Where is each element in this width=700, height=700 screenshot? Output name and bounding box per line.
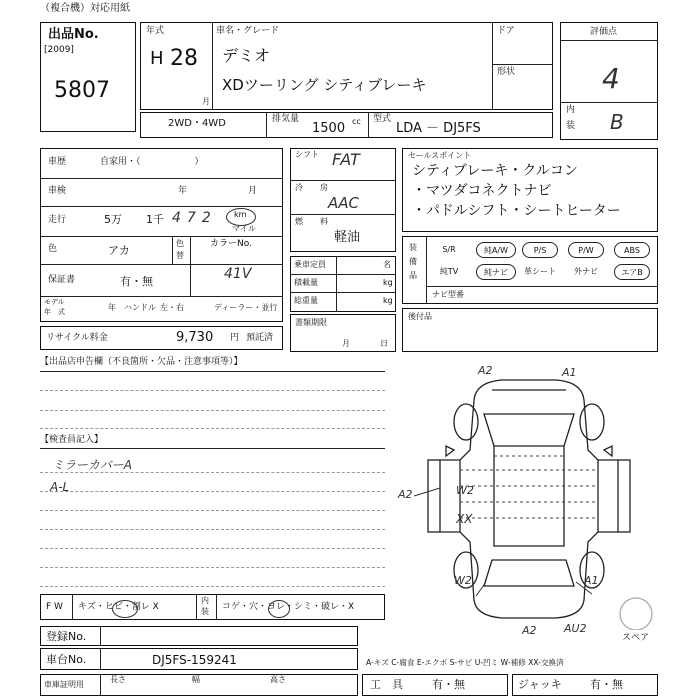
equip-item: 革シート — [524, 267, 556, 276]
docs-day: 日 — [380, 339, 388, 348]
score-value: 4 — [602, 62, 620, 95]
cert-length: 長さ — [110, 675, 126, 684]
recycle-label: リサイクル料金 — [46, 333, 108, 343]
interior-value: B — [610, 110, 624, 134]
inspection-year: 年 — [178, 186, 188, 196]
mark-a1-right: A1 — [584, 574, 599, 587]
interior-circle — [268, 600, 290, 618]
equip-item: 純A/W — [476, 242, 516, 258]
equip-label-3: 品 — [409, 271, 417, 280]
docs-label: 書類期限 — [295, 318, 327, 327]
cert-width: 幅 — [192, 675, 200, 684]
interior-label-1: 内 — [566, 105, 576, 115]
chassis-label: 車台No. — [46, 653, 87, 666]
reg-label: 登録No. — [46, 630, 87, 643]
spare-label: スペア — [622, 633, 650, 643]
drive-value: 2WD・4WD — [168, 118, 226, 129]
sales-line-2: ・マツダコネクトナビ — [412, 183, 552, 199]
mark-w2-center: W2 — [456, 484, 474, 497]
tools-label: 工 具 — [370, 678, 403, 691]
year-label: 年式 — [146, 26, 165, 36]
interior-label-2: 装 — [566, 121, 576, 131]
seller-notes-label: 【出品店申告欄（不良箇所・欠品・注意事項等）】 — [40, 357, 243, 367]
handle-label: ハンドル — [124, 303, 156, 312]
shift-value: FAT — [332, 150, 360, 169]
shape-label: 形状 — [497, 67, 516, 77]
retrofit-label: 後付品 — [408, 312, 432, 321]
fuel-value: 軽油 — [334, 230, 361, 245]
car-name: デミオ — [222, 46, 271, 65]
navi-model-label: ナビ型番 — [432, 290, 464, 299]
reg-row — [40, 626, 358, 646]
inspection-label: 車検 — [48, 186, 67, 196]
lot-number: 5807 — [54, 78, 110, 103]
type-label: 型式 — [373, 114, 392, 124]
equip-label-1: 装 — [409, 243, 417, 252]
lot-year-box: [2009] — [44, 45, 74, 55]
interior-mark-2: 装 — [201, 607, 209, 616]
inspector-line — [40, 567, 385, 568]
equip-item: P/W — [568, 242, 604, 258]
mileage-label: 走行 — [48, 215, 67, 225]
history-label: 車歴 — [48, 157, 67, 167]
inspector-line — [40, 548, 385, 549]
warranty-label: 保証書 — [48, 275, 76, 285]
inspector-line — [40, 491, 385, 492]
inspection-month: 月 — [248, 186, 258, 196]
sales-label: セールスポイント — [408, 151, 472, 160]
sales-line-3: ・パドルシフト・シートヒーター — [412, 203, 621, 219]
gross-unit: kg — [383, 296, 393, 305]
displacement-value: 1500 — [312, 121, 346, 136]
inspector-note-1: ミラーカバーA — [52, 458, 132, 472]
km-label: km — [234, 210, 247, 219]
mileage-sen: 1千 — [146, 213, 164, 226]
equip-item: ABS — [614, 242, 650, 258]
fuel-label-2: 料 — [320, 217, 328, 226]
month-label: 月 — [202, 97, 210, 106]
car-grade: XDツーリング シティブレーキ — [222, 76, 427, 94]
mark-a2-top: A2 — [478, 364, 493, 377]
inspector-line — [40, 529, 385, 530]
mileage-digits: 472 — [172, 210, 217, 226]
load-unit: kg — [383, 278, 393, 287]
name-grade-label: 車名・グレード — [216, 26, 280, 36]
handle-value: 左・右 — [160, 303, 184, 312]
tools-value: 有・無 — [432, 678, 465, 691]
equip-item: S/R — [442, 245, 456, 254]
chassis-value: DJ5FS-159241 — [152, 653, 237, 667]
docs-month: 月 — [342, 339, 350, 348]
history-value: 自家用・（ ） — [100, 157, 204, 167]
displacement-label: 排気量 — [272, 114, 300, 124]
model-type: LDA － DJ5FS — [396, 121, 481, 136]
gross-label: 総重量 — [294, 296, 318, 305]
model-year-label-1: モデル — [44, 298, 65, 306]
inspector-label: 【検査員記入】 — [40, 435, 104, 445]
mark-xx: XX — [456, 512, 473, 526]
warranty-value: 有・無 — [120, 275, 153, 288]
legend-text: A-キズ C-腐食 E-エクボ S-サビ U-凹ミ W-補修 XX-交換済 — [366, 658, 564, 667]
score-label: 評価点 — [590, 27, 618, 37]
recycle-unit: 円 — [230, 333, 240, 343]
era: H — [150, 48, 164, 69]
mileage-man: 5万 — [104, 213, 122, 226]
load-label: 積載量 — [294, 278, 318, 287]
ac-value: AAC — [328, 194, 359, 212]
equip-item: P/S — [522, 242, 558, 258]
equip-label-2: 備 — [409, 257, 417, 266]
equip-item: 外ナビ — [574, 267, 598, 276]
mile-label: マイル — [232, 224, 256, 233]
year-value: 28 — [170, 46, 198, 71]
mark-a2-bottom: A2 — [522, 624, 537, 637]
cert-height: 高さ — [270, 675, 286, 684]
inspector-line — [40, 586, 385, 587]
interior-items: コゲ・穴・ヨレ・シミ・破レ・X — [222, 602, 355, 612]
equip-item: 純ナビ — [476, 264, 516, 280]
cert-label: 車庫証明用 — [44, 680, 84, 689]
sales-line-1: シティブレーキ・クルコン — [412, 163, 578, 179]
jack-value: 有・無 — [590, 678, 623, 691]
mark-a1-top: A1 — [562, 366, 577, 379]
cc-unit: cc — [352, 117, 361, 126]
color-label: 色 — [48, 244, 58, 254]
inspector-note-2: A-L — [50, 480, 70, 494]
fuel-label-1: 燃 — [295, 217, 303, 226]
fw-label: F W — [46, 602, 63, 612]
mark-a2-left: A2 — [398, 488, 413, 501]
interior-mark-1: 内 — [201, 596, 209, 605]
jack-label: ジャッキ — [518, 678, 562, 691]
model-year-unit: 年 — [108, 303, 116, 312]
recycle-value: 9,730 — [176, 330, 214, 345]
mark-w2-bottom: W2 — [454, 574, 472, 587]
color-change-2: 替 — [176, 251, 184, 260]
color-change-1: 色 — [176, 239, 184, 248]
capacity-unit: 名 — [383, 260, 391, 269]
inspector-line — [40, 510, 385, 511]
equip-item: エアB — [614, 264, 650, 280]
mark-au2-bottom: AU2 — [564, 622, 587, 635]
door-label: ドア — [497, 26, 515, 36]
equip-item: 純TV — [439, 267, 459, 276]
shift-label: シフト — [295, 150, 319, 159]
dealer-label: ディーラー・並行 — [214, 303, 278, 312]
model-year-label-2: 年 式 — [44, 308, 65, 316]
scratch-items: キズ・ヒビ・割レ X — [78, 602, 159, 612]
car-diagram — [396, 360, 666, 630]
recycle-deposit: 預託済 — [246, 333, 274, 343]
retrofit-box — [402, 308, 658, 352]
scratch-circle — [112, 600, 138, 618]
color-value: アカ — [108, 244, 130, 257]
lot-label: 出品No. — [48, 27, 99, 42]
color-no-label: カラーNo. — [210, 239, 252, 249]
ac-label-2: 房 — [320, 183, 328, 192]
capacity-label: 乗車定員 — [294, 260, 326, 269]
form-note: （複合機）対応用紙 — [40, 3, 130, 14]
color-no-value: 41V — [224, 266, 252, 282]
ac-label-1: 冷 — [295, 183, 303, 192]
